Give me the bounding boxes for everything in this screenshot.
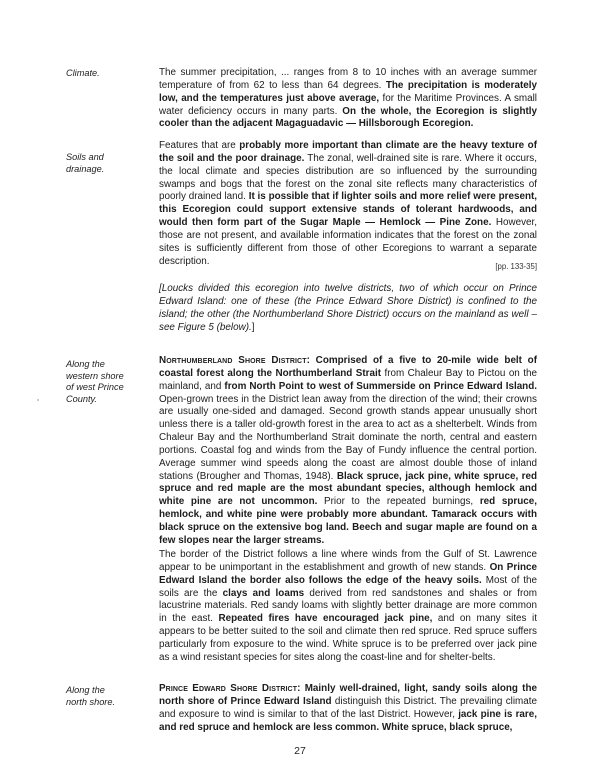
- margin-note-text: drainage.: [66, 163, 105, 174]
- bold-run: Repeated fires have encouraged jack pine,: [218, 613, 433, 625]
- paragraph-soils: [159, 140, 537, 268]
- margin-note-climate: [66, 68, 146, 80]
- bold-run: probably more important than climate are the heavy texture of the soil and the poor drainage.: [159, 140, 537, 164]
- text-run: ]: [251, 321, 255, 333]
- bold-run: It is possible that if lighter soils and more relief were present, this Ecoregion could support extensive stands of tolerant hardwoods, and would then form part of the Sugar Maple — Hemlock — Pine Zone.: [159, 191, 538, 229]
- text-run: for the Maritime Provinces. A small water deficiency occurs in many parts.: [159, 92, 537, 117]
- margin-note-text: western shore: [66, 370, 124, 381]
- paragraph-editorial-note: [159, 283, 537, 334]
- text-run: Open-grown trees in the District lean away from the direction of the wind; their crowns are usually one-sided and damaged. Second growth stands appear unusually short unless there is a taller old-growth forest in the area to act as a shelterbelt. Winds from Chaleur Bay and the Northumberland Strait dominate the north, central and eastern portions. Coastal fog and winds from the Bay of Fundy influence the central portion. Average summer wind speeds along the coast are almost double those of inland stations (Brougher and Thomas, 1948).: [159, 393, 537, 482]
- bold-run: On the whole, the Ecoregion is slightly cooler than the adjacent Magaguadavic — Hillsborough Ecoregion.: [159, 105, 537, 130]
- margin-note-text: north shore.: [66, 696, 116, 707]
- text-run: distinguish this District. The prevailing climate and exposure to wind is similar to that of the last District. However,: [159, 695, 537, 720]
- text-run: Most of the soils are the: [159, 574, 538, 599]
- bold-run: The precipitation is moderately low, and the temperatures just above average,: [159, 79, 537, 104]
- margin-note-text: Soils and: [66, 152, 104, 162]
- text-run: The border of the District follows a line where winds from the Gulf of St. Lawrence appear to be unimportant in the establishment and growth of new stands.: [159, 549, 537, 573]
- italic-run: [Loucks divided this ecoregion into twelve districts, two of which occur on Prince Edward Island: one of these (the Prince Edward Shore District) is confined to the island; the other (the Northumberland Shore District) occurs on the mainland as well – see Figure 5 (below).: [159, 283, 537, 333]
- margin-note-text: Along the: [66, 359, 105, 369]
- paragraph-northumberland: [159, 355, 537, 548]
- bold-run: from North Point to west of Summerside on Prince Edward Island.: [224, 380, 537, 392]
- paragraph-prince-edward-shore: [159, 683, 537, 734]
- text-run: The summer precipitation, ... ranges from 8 to 10 inches with an average summer temperature of from 62 to less than 64 degrees.: [159, 67, 537, 91]
- citation: [pp. 133-35]: [495, 262, 537, 271]
- bold-run: Comprised of a five to 20-mile wide belt of coastal forest along the Northumberland Strait: [159, 355, 538, 379]
- text-run: The zonal, well-drained site is rare. Where it occurs, the local climate and species distribution are so influenced by the surrounding swamps and bogs that the forest on the zonal site reflects many characteristics of poorly drained land.: [159, 152, 537, 203]
- margin-note-western-shore: [66, 359, 146, 405]
- bold-run: Mainly well-drained, light, sandy soils along the north shore of Prince Edward Island: [159, 683, 537, 707]
- margin-note-text: of west Prince: [66, 382, 124, 393]
- district-heading: Northumberland Shore District:: [159, 355, 310, 366]
- text-run: from Chaleur Bay to Pictou on the mainland, and: [159, 367, 537, 392]
- text-run: Features that are: [159, 140, 240, 151]
- bold-run: red spruce, hemlock, and white pine were probably more abundant. Tamarack occurs with black spruce on the extensive bog land. Beech and sugar maple are found on a few slopes near the larger streams.: [159, 496, 537, 546]
- margin-note-text: Climate.: [66, 68, 100, 78]
- text-run: Prior to the repeated burnings,: [317, 496, 480, 508]
- district-heading: Prince Edward Shore District:: [159, 683, 301, 694]
- paragraph-climate: [159, 67, 537, 131]
- text-run: and on many sites it appears to be better suited to the soil and climate then red spruce. Red spruce suffers particularly from exposure to the wind. White spruce is to be preferred over jack pine as a wind resistant species for sites along the coast-line and for shelter-belts.: [159, 613, 537, 663]
- page-number: 27: [294, 745, 306, 757]
- text-run: derived from red sandstones and shales or from lacustrine materials. Red sandy loams with slightly better drainage are more common in the east.: [159, 587, 537, 625]
- bold-run: jack pine is rare, and red spruce and hemlock are less common. White spruce, black spruce,: [159, 708, 537, 733]
- margin-note-text: County.: [66, 393, 97, 404]
- margin-note-north-shore: [66, 685, 146, 708]
- text-run: However, those are not present, and available information indicates that the forest on the zonal sites is sufficiently different from those of other Ecoregions to warrant a separate description.: [159, 217, 537, 267]
- bold-run: clays and loams: [222, 587, 305, 599]
- margin-note-text: Along the: [66, 685, 105, 695]
- paragraph-district-border: [159, 549, 537, 665]
- bold-run: On Prince Edward Island the border also follows the edge of the heavy soils.: [159, 561, 537, 586]
- margin-note-soils: [66, 152, 146, 175]
- scan-speck: [37, 399, 39, 401]
- bold-run: Black spruce, jack pine, white spruce, red spruce and red maple are the most abundant species, although hemlock and white pine are not uncommon.: [159, 470, 538, 508]
